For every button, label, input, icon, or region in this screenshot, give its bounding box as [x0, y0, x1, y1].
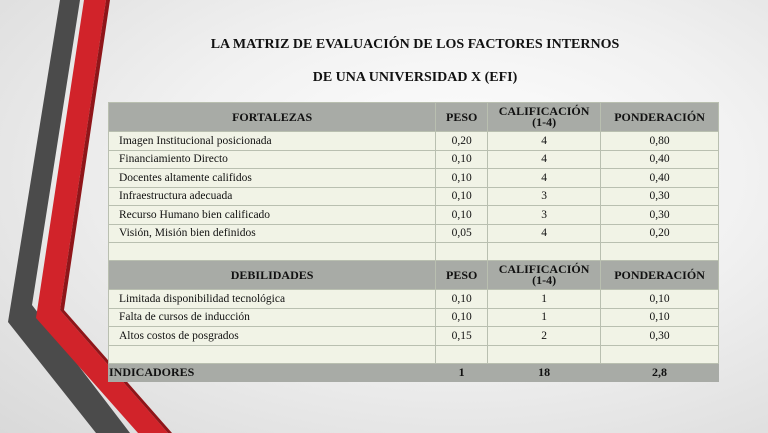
ponderacion-cell: 0,40 [601, 150, 719, 169]
table-row [109, 290, 719, 309]
calificacion-cell: 3 [488, 206, 601, 225]
blank-cell [109, 345, 436, 363]
ponderacion-cell: 0,10 [601, 308, 719, 327]
header-calificacion [488, 261, 601, 290]
header-debilidades: DEBILIDADES [109, 261, 436, 290]
header-peso: PESO [436, 261, 488, 290]
ponderacion-cell: 0,30 [601, 187, 719, 206]
header-calificacion-range: (1-4) [532, 273, 557, 287]
blank-cell [601, 345, 719, 363]
peso-cell: 0,15 [436, 327, 488, 346]
table-row [109, 150, 719, 169]
table-row [109, 206, 719, 225]
calificacion-cell: 1 [488, 290, 601, 309]
calificacion-cell: 4 [488, 132, 601, 151]
blank-row [109, 345, 719, 363]
factor-name: Altos costos de posgrados [109, 327, 436, 346]
calificacion-cell: 4 [488, 150, 601, 169]
peso-cell: 0,10 [436, 206, 488, 225]
calificacion-cell: 3 [488, 187, 601, 206]
peso-cell: 0,10 [436, 290, 488, 309]
peso-cell: 0,10 [436, 150, 488, 169]
efi-matrix-table [108, 102, 719, 382]
table-row [109, 132, 719, 151]
factor-name: Infraestructura adecuada [109, 187, 436, 206]
blank-cell [436, 243, 488, 261]
blank-cell [488, 345, 601, 363]
table-row [109, 187, 719, 206]
ponderacion-cell: 0,40 [601, 169, 719, 188]
factor-name: Falta de cursos de inducción [109, 308, 436, 327]
peso-cell: 0,20 [436, 132, 488, 151]
blank-cell [436, 345, 488, 363]
peso-cell: 0,10 [436, 169, 488, 188]
header-ponderacion: PONDERACIÓN [601, 103, 719, 132]
table-row [109, 308, 719, 327]
factor-name: Visión, Misión bien definidos [109, 224, 436, 243]
indicadores-peso: 1 [436, 363, 488, 381]
ponderacion-cell: 0,20 [601, 224, 719, 243]
ponderacion-cell: 0,30 [601, 206, 719, 225]
indicadores-row [109, 363, 719, 381]
factor-name: Financiamiento Directo [109, 150, 436, 169]
blank-cell [488, 243, 601, 261]
header-calificacion-title: CALIFICACIÓN [498, 104, 590, 118]
factor-name: Imagen Institucional posicionada [109, 132, 436, 151]
fortalezas-header-row [109, 103, 719, 132]
calificacion-cell: 2 [488, 327, 601, 346]
header-calificacion-range: (1-4) [532, 115, 557, 129]
header-peso: PESO [436, 103, 488, 132]
page-title-line2: DE UNA UNIVERSIDAD X (EFI) [312, 70, 518, 85]
calificacion-cell: 4 [488, 169, 601, 188]
header-ponderacion: PONDERACIÓN [601, 261, 719, 290]
factor-name: Docentes altamente califidos [109, 169, 436, 188]
peso-cell: 0,10 [436, 187, 488, 206]
factor-name: Limitada disponibilidad tecnológica [109, 290, 436, 309]
peso-cell: 0,05 [436, 224, 488, 243]
calificacion-cell: 1 [488, 308, 601, 327]
debilidades-header-row [109, 261, 719, 290]
blank-cell [601, 243, 719, 261]
ponderacion-cell: 0,30 [601, 327, 719, 346]
peso-cell: 0,10 [436, 308, 488, 327]
factor-name: Recurso Humano bien calificado [109, 206, 436, 225]
indicadores-calificacion: 18 [488, 363, 601, 381]
table-row [109, 169, 719, 188]
calificacion-cell: 4 [488, 224, 601, 243]
ponderacion-cell: 0,80 [601, 132, 719, 151]
table-row [109, 224, 719, 243]
blank-row [109, 243, 719, 261]
blank-cell [109, 243, 436, 261]
table-row [109, 327, 719, 346]
page-title-line1: LA MATRIZ DE EVALUACIÓN DE LOS FACTORES INTERNOS [210, 37, 620, 52]
header-fortalezas: FORTALEZAS [109, 103, 436, 132]
header-calificacion [488, 103, 601, 132]
header-calificacion-title: CALIFICACIÓN [498, 262, 590, 276]
indicadores-label: INDICADORES [109, 363, 436, 381]
ponderacion-cell: 0,10 [601, 290, 719, 309]
indicadores-ponderacion: 2,8 [601, 363, 719, 381]
